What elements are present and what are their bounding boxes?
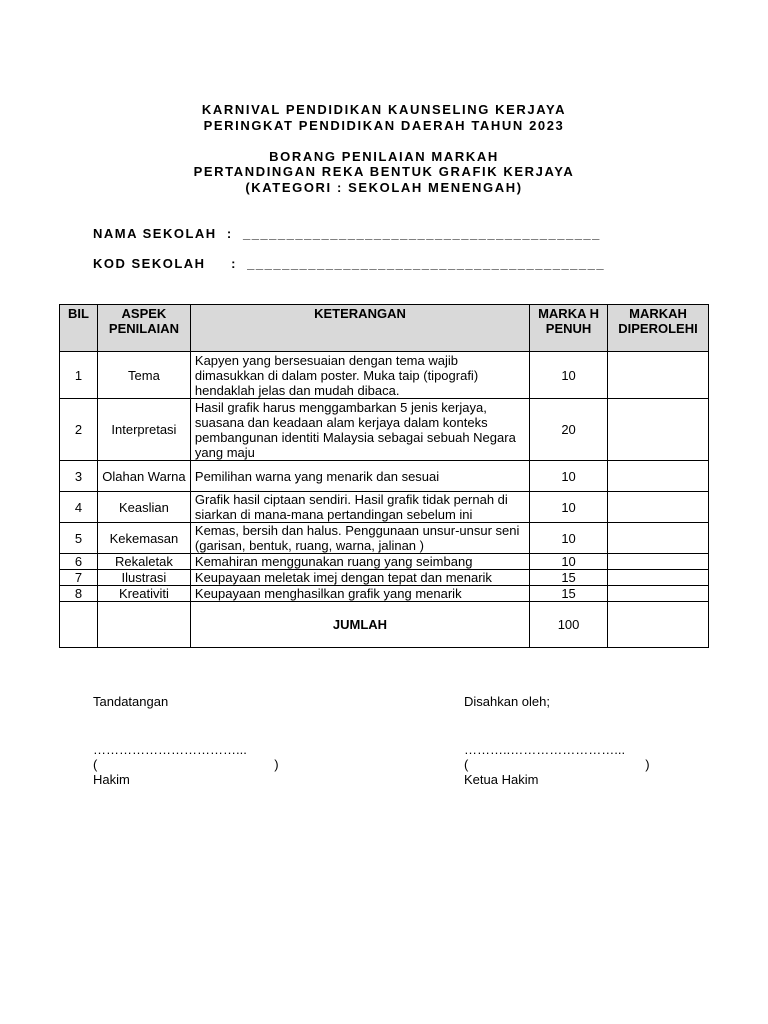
row-markah-penuh: 10 [530,352,608,399]
approval-role-ketua-hakim: Ketua Hakim [464,772,539,787]
total-markah-penuh: 100 [530,602,608,648]
row-markah-penuh: 20 [530,399,608,461]
row-bil: 8 [60,586,98,602]
table-row [60,570,709,586]
approval-title: Disahkan oleh; [464,694,550,709]
row-bil: 4 [60,492,98,523]
header-markah-penuh: MARKA H PENUH [530,305,608,352]
header-aspek: ASPEK PENILAIAN [97,305,190,352]
row-markah-diperolehi[interactable] [608,399,709,461]
row-markah-penuh: 10 [530,523,608,554]
table-row [60,586,709,602]
header-line-1: KARNIVAL PENDIDIKAN KAUNSELING KERJAYA [201,102,567,117]
row-keterangan: Hasil grafik harus menggambarkan 5 jenis kerjaya, suasana dan keadaan alam kerjaya dalam konteks pembangunan identiti Malaysia sebagai sebuah Negara yang maju [190,399,529,461]
table-row [60,554,709,570]
table-total-row [60,602,709,648]
header-line-2: PERINGKAT PENDIDIKAN DAERAH TAHUN 2023 [203,118,565,133]
nama-sekolah-field[interactable]: NAMA SEKOLAH : _________________________________________ [93,226,601,241]
row-markah-diperolehi[interactable] [608,570,709,586]
row-bil: 2 [60,399,98,461]
table-row [60,461,709,492]
total-aspek-empty [97,602,190,648]
row-markah-diperolehi[interactable] [608,523,709,554]
row-markah-diperolehi[interactable] [608,461,709,492]
total-label: JUMLAH [190,602,529,648]
row-markah-penuh: 10 [530,492,608,523]
row-keterangan: Kapyen yang bersesuaian dengan tema wajib dimasukkan di dalam poster. Muka taip (tipografi) hendaklah jelas dan mudah dibaca. [190,352,529,399]
total-bil-empty [60,602,98,648]
row-markah-diperolehi[interactable] [608,492,709,523]
row-markah-penuh: 15 [530,586,608,602]
row-aspek: Ilustrasi [97,570,190,586]
row-keterangan: Keupayaan menghasilkan grafik yang menarik [190,586,529,602]
row-markah-diperolehi[interactable] [608,586,709,602]
row-bil: 7 [60,570,98,586]
approval-signature-line[interactable]: ………..……………………... [464,742,626,757]
row-keterangan: Kemas, bersih dan halus. Penggunaan unsur-unsur seni (garisan, bentuk, ruang, warna, jalinan ) [190,523,529,554]
signature-name-paren: ( ) [93,757,279,772]
header-line-3: BORANG PENILAIAN MARKAH [269,149,499,164]
signature-line[interactable]: ……………………………... [93,742,247,757]
row-markah-penuh: 10 [530,554,608,570]
row-aspek: Keaslian [97,492,190,523]
row-keterangan: Grafik hasil ciptaan sendiri. Hasil grafik tidak pernah di siarkan di mana-mana pertandingan sebelum ini [190,492,529,523]
row-markah-diperolehi[interactable] [608,352,709,399]
row-bil: 5 [60,523,98,554]
row-aspek: Rekaletak [97,554,190,570]
row-bil: 6 [60,554,98,570]
row-aspek: Tema [97,352,190,399]
table-header-row [60,305,709,352]
header-bil: BIL [60,305,98,352]
total-markah-diperolehi[interactable] [608,602,709,648]
row-aspek: Kekemasan [97,523,190,554]
row-keterangan: Pemilihan warna yang menarik dan sesuai [190,461,529,492]
row-markah-diperolehi[interactable] [608,554,709,570]
marking-table [59,304,709,648]
row-aspek: Kreativiti [97,586,190,602]
table-row [60,399,709,461]
approval-name-paren: ( ) [464,757,650,772]
row-keterangan: Kemahiran menggunakan ruang yang seimbang [190,554,529,570]
header-markah-diperolehi: MARKAH DIPEROLEHI [608,305,709,352]
row-bil: 1 [60,352,98,399]
header-line-4: PERTANDINGAN REKA BENTUK GRAFIK KERJAYA [193,164,575,179]
table-row [60,523,709,554]
signature-title: Tandatangan [93,694,169,709]
header-line-5: (KATEGORI : SEKOLAH MENENGAH) [245,180,523,195]
row-aspek: Olahan Warna [97,461,190,492]
row-aspek: Interpretasi [97,399,190,461]
row-bil: 3 [60,461,98,492]
row-markah-penuh: 15 [530,570,608,586]
table-row [60,352,709,399]
row-keterangan: Keupayaan meletak imej dengan tepat dan menarik [190,570,529,586]
row-markah-penuh: 10 [530,461,608,492]
header-keterangan: KETERANGAN [190,305,529,352]
signature-role-hakim: Hakim [93,772,130,787]
kod-sekolah-field[interactable]: KOD SEKOLAH : _________________________________________ [93,256,606,271]
table-row [60,492,709,523]
